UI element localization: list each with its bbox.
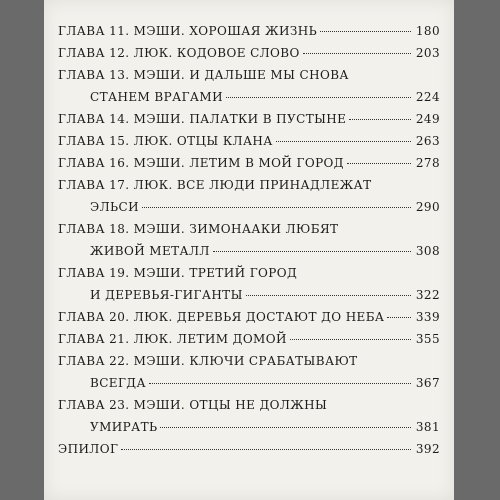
toc-entry	[58, 156, 440, 178]
dot-leader	[226, 97, 411, 98]
toc-entry-line	[58, 222, 440, 244]
toc-entry-title: ЭЛЬСИ	[90, 200, 139, 214]
toc-page-number: 392	[415, 442, 440, 456]
toc-entry-line	[58, 112, 440, 134]
toc-entry	[58, 442, 440, 464]
dot-leader	[276, 141, 411, 142]
toc-entry	[58, 354, 440, 398]
toc-entry	[58, 332, 440, 354]
toc-entry	[58, 68, 440, 112]
toc-entry-title: И ДЕРЕВЬЯ-ГИГАНТЫ	[90, 288, 243, 302]
toc-entry-continuation	[58, 376, 440, 398]
toc-entry-line	[58, 398, 440, 420]
dot-leader	[303, 53, 411, 54]
toc-entry	[58, 24, 440, 46]
toc-entry	[58, 178, 440, 222]
toc-page-number: 355	[415, 332, 440, 346]
toc-page-number: 180	[415, 24, 440, 38]
toc-entry-continuation	[58, 288, 440, 310]
toc-entry-line	[58, 134, 440, 156]
toc-entry-line	[58, 354, 440, 376]
toc-entry	[58, 134, 440, 156]
toc-entry-title: СТАНЕМ ВРАГАМИ	[90, 90, 223, 104]
toc-entry-title: ГЛАВА 17. ЛЮК. ВСЕ ЛЮДИ ПРИНАДЛЕЖАТ	[58, 178, 372, 192]
toc-entry-title: ГЛАВА 19. МЭШИ. ТРЕТИЙ ГОРОД	[58, 266, 298, 280]
toc-page-number: 322	[415, 288, 440, 302]
toc-entry-continuation	[58, 244, 440, 266]
toc-entry	[58, 46, 440, 68]
toc-page-number: 308	[415, 244, 440, 258]
toc-entry-title: ГЛАВА 13. МЭШИ. И ДАЛЬШЕ МЫ СНОВА	[58, 68, 349, 82]
table-of-contents	[58, 24, 440, 464]
dot-leader	[320, 31, 411, 32]
toc-entry-line	[58, 156, 440, 178]
toc-entry	[58, 310, 440, 332]
toc-entry-title: ГЛАВА 21. ЛЮК. ЛЕТИМ ДОМОЙ	[58, 332, 287, 346]
dot-leader	[290, 339, 411, 340]
toc-entry	[58, 398, 440, 442]
toc-entry-title: ЖИВОЙ МЕТАЛЛ	[90, 244, 210, 258]
toc-entry-line	[58, 178, 440, 200]
toc-entry-title: ГЛАВА 12. ЛЮК. КОДОВОЕ СЛОВО	[58, 46, 300, 60]
toc-entry-continuation	[58, 90, 440, 112]
toc-page-number: 339	[415, 310, 440, 324]
toc-entry-line	[58, 266, 440, 288]
toc-entry-title: ГЛАВА 20. ЛЮК. ДЕРЕВЬЯ ДОСТАЮТ ДО НЕБА	[58, 310, 385, 324]
dot-leader	[387, 317, 411, 318]
book-page	[44, 0, 454, 500]
toc-page-number: 263	[415, 134, 440, 148]
toc-entry-title: ГЛАВА 11. МЭШИ. ХОРОШАЯ ЖИЗНЬ	[58, 24, 318, 38]
dot-leader	[349, 119, 411, 120]
toc-entry-continuation	[58, 420, 440, 442]
toc-entry-line	[58, 46, 440, 68]
toc-page-number: 367	[415, 376, 440, 390]
toc-entry-title: ГЛАВА 14. МЭШИ. ПАЛАТКИ В ПУСТЫНЕ	[58, 112, 347, 126]
toc-entry-title: УМИРАТЬ	[90, 420, 158, 434]
toc-page-number: 278	[415, 156, 440, 170]
toc-entry-title: ГЛАВА 15. ЛЮК. ОТЦЫ КЛАНА	[58, 134, 273, 148]
toc-entry	[58, 266, 440, 310]
toc-entry-title: ГЛАВА 18. МЭШИ. ЗИМОНААКИ ЛЮБЯТ	[58, 222, 339, 236]
dot-leader	[347, 163, 411, 164]
toc-entry-title: ВСЕГДА	[90, 376, 146, 390]
toc-entry-line	[58, 442, 440, 464]
toc-entry	[58, 112, 440, 134]
toc-page-number: 381	[415, 420, 440, 434]
toc-entry-line	[58, 310, 440, 332]
dot-leader	[142, 207, 411, 208]
toc-page-number: 224	[415, 90, 440, 104]
toc-entry	[58, 222, 440, 266]
dot-leader	[121, 449, 411, 450]
toc-entry-title: ГЛАВА 16. МЭШИ. ЛЕТИМ В МОЙ ГОРОД	[58, 156, 344, 170]
toc-entry-continuation	[58, 200, 440, 222]
toc-page-number: 203	[415, 46, 440, 60]
dot-leader	[160, 427, 411, 428]
toc-page-number: 290	[415, 200, 440, 214]
toc-entry-line	[58, 68, 440, 90]
toc-page-number: 249	[415, 112, 440, 126]
toc-entry-line	[58, 332, 440, 354]
toc-entry-title: ГЛАВА 23. МЭШИ. ОТЦЫ НЕ ДОЛЖНЫ	[58, 398, 328, 412]
toc-entry-line	[58, 24, 440, 46]
dot-leader	[213, 251, 411, 252]
dot-leader	[246, 295, 411, 296]
dot-leader	[149, 383, 411, 384]
toc-entry-title: ГЛАВА 22. МЭШИ. КЛЮЧИ СРАБАТЫВАЮТ	[58, 354, 358, 368]
toc-entry-title: ЭПИЛОГ	[58, 442, 119, 456]
